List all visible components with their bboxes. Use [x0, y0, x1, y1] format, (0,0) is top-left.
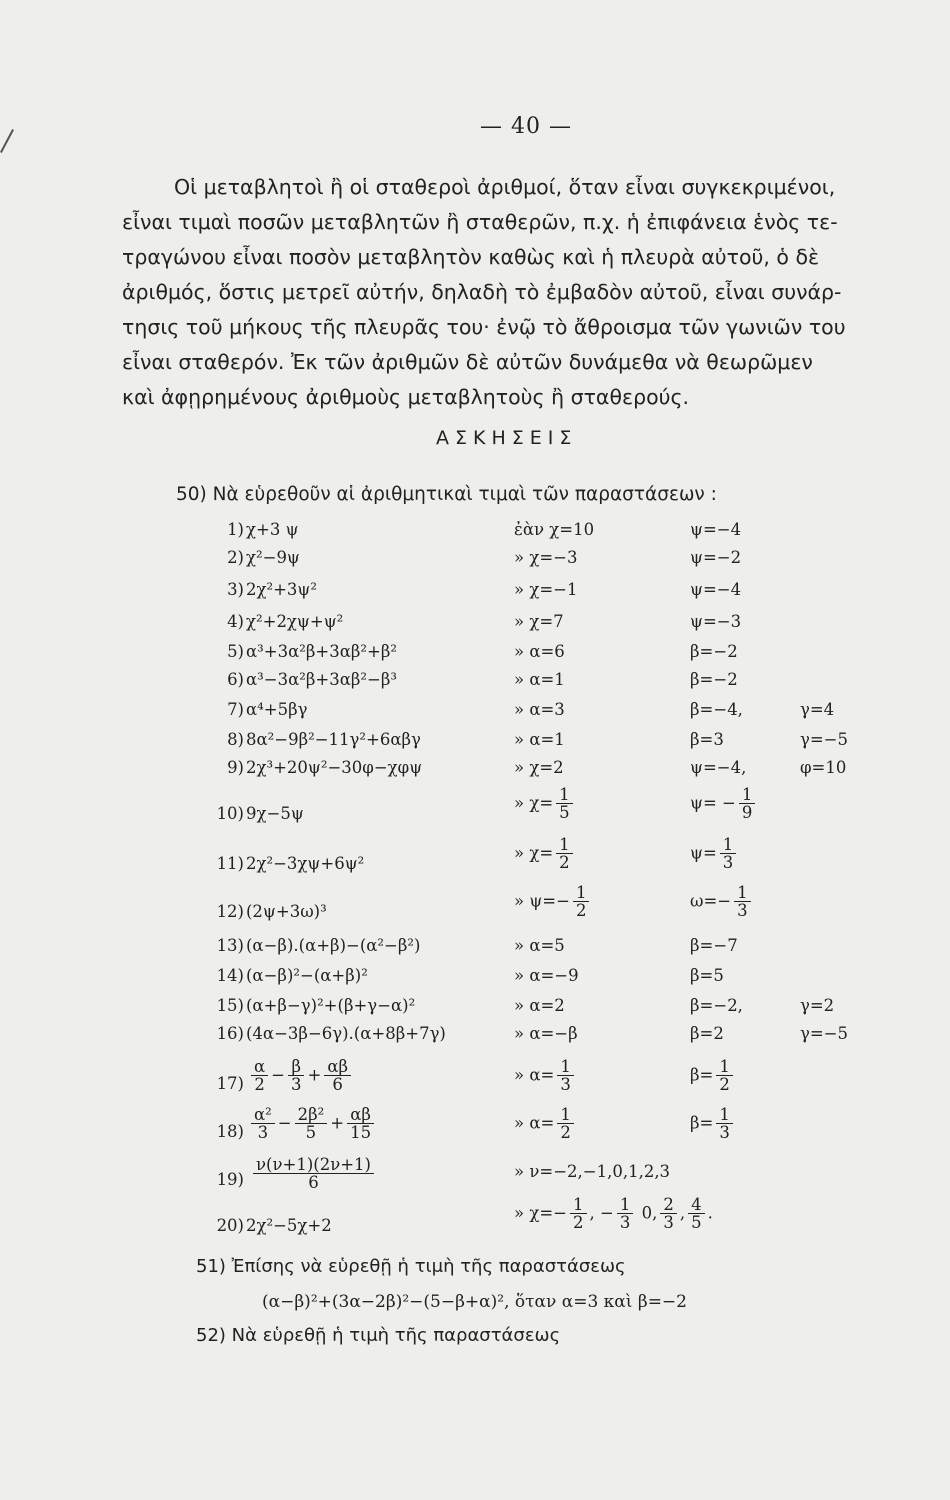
- numerator: 1: [557, 1106, 574, 1124]
- denominator: 3: [560, 1075, 571, 1095]
- exercise-value-2: β=−2: [690, 642, 738, 661]
- exercise-expression: χ²+2χψ+ψ²: [246, 612, 344, 631]
- fraction: [660, 1196, 677, 1232]
- numerator: 1: [720, 836, 737, 854]
- fraction: [570, 1196, 587, 1232]
- denominator: 2: [559, 853, 570, 873]
- exercise-value-2: ψ=−4,: [690, 758, 747, 777]
- exercise-number: 19): [216, 1170, 244, 1189]
- exercise-expression: α³+3α²β+3αβ²+β²: [246, 642, 397, 661]
- fraction: [253, 1156, 374, 1192]
- paragraph-line: Οἱ μεταβλητοὶ ἢ οἱ σταθεροὶ ἀριθμοί, ὅταν εἶναι συγκεκριμένοι,: [174, 175, 836, 199]
- fraction: [251, 1058, 268, 1094]
- numerator: 1: [557, 1058, 574, 1076]
- exercise-expression: 2χ³+20ψ²−30φ−χφψ: [246, 758, 423, 777]
- denominator: 5: [559, 803, 570, 823]
- numerator: 1: [617, 1196, 634, 1214]
- exercise-expression: α⁴+5βγ: [246, 700, 308, 719]
- exercise-value-2: β=−7: [690, 936, 738, 955]
- exercise-value-2: β=3: [690, 730, 724, 749]
- exercise-number: 18): [216, 1122, 244, 1141]
- fraction: [734, 884, 751, 920]
- exercise-value-1: » χ=−3: [514, 548, 578, 567]
- denominator: 3: [257, 1123, 269, 1143]
- numerator: 4: [688, 1196, 705, 1214]
- exercise-value-3: γ=−5: [800, 1024, 849, 1043]
- fraction: [557, 1058, 574, 1094]
- value-label: ψ=: [690, 843, 717, 863]
- exercise-value-2: ψ=−2: [690, 548, 742, 567]
- fraction: [573, 884, 590, 920]
- value-label: β=: [690, 1113, 714, 1133]
- exercise-expression: 2χ²−5χ+2: [246, 1216, 332, 1235]
- denominator: 3: [663, 1213, 674, 1233]
- value-label: ω=−: [690, 891, 732, 911]
- fraction: [556, 786, 573, 822]
- fraction: [688, 1196, 705, 1232]
- separator: ,: [679, 1203, 686, 1223]
- exercise-expression: 9χ−5ψ: [246, 804, 304, 823]
- fraction: [288, 1058, 305, 1094]
- exercise-value-2: β=2: [690, 1024, 724, 1043]
- denominator: 2: [573, 1213, 584, 1233]
- exercise-value-1: ἐὰν χ=10: [514, 520, 595, 539]
- exercise-value-2: β=−2: [690, 670, 738, 689]
- exercise-value-1: » α=2: [514, 996, 565, 1015]
- exercise-value-2: ψ=−4: [690, 520, 742, 539]
- denominator: 9: [741, 803, 753, 823]
- exercise-value-2: [690, 884, 754, 920]
- value-label: ψ= −: [690, 793, 736, 813]
- exercise-expression: [250, 1156, 377, 1192]
- numerator: 1: [573, 884, 590, 902]
- exercise-expression: (4α−3β−6γ).(α+8β+7γ): [246, 1024, 446, 1043]
- exercise-value-2: β=−2,: [690, 996, 743, 1015]
- exercise-number: 9): [227, 758, 244, 777]
- fraction: [617, 1196, 634, 1232]
- exercise-51-expression: (α−β)²+(3α−2β)²−(5−β+α)², ὅταν α=3 καὶ β=−2: [262, 1292, 687, 1312]
- exercise-value-3: γ=2: [800, 996, 835, 1015]
- exercise-value-2: ψ=−4: [690, 580, 742, 599]
- paragraph-line: εἶναι τιμαὶ ποσῶν μεταβλητῶν ἢ σταθερῶν, π.χ. ἡ ἐπιφάνεια ἑνὸς τε-: [122, 210, 838, 234]
- paragraph-line: εἶναι σταθερόν. Ἐκ τῶν ἀριθμῶν δὲ αὐτῶν δυνάμεθα νὰ θεωρῶμεν: [122, 350, 813, 374]
- exercise-value-1: » χ=7: [514, 612, 564, 631]
- exercise-expression: α³−3α²β+3αβ²−β³: [246, 670, 397, 689]
- exercise-number: 16): [216, 1024, 244, 1043]
- numerator: 1: [734, 884, 751, 902]
- value-label: » χ=: [514, 793, 554, 813]
- denominator: 6: [332, 1075, 343, 1095]
- numerator: 1: [556, 786, 573, 804]
- exercise-expression: 2χ²+3ψ²: [246, 580, 317, 599]
- exercise-number: 11): [216, 854, 244, 873]
- exercise-number: 2): [227, 548, 244, 567]
- denominator: 3: [619, 1213, 631, 1233]
- denominator: 15: [350, 1123, 372, 1143]
- denominator: 2: [254, 1075, 265, 1095]
- exercise-value-1: » α=1: [514, 730, 565, 749]
- denominator: 2: [575, 901, 587, 921]
- numerator: ν(ν+1)(2ν+1): [253, 1156, 374, 1174]
- denominator: 3: [719, 1123, 730, 1143]
- exercise-value-1: [514, 1106, 577, 1142]
- paragraph-line: καὶ ἀφῃρημένους ἀριθμοὺς μεταβλητοὺς ἢ σταθερούς.: [122, 385, 690, 409]
- exercise-number: 20): [216, 1216, 244, 1235]
- separator: .: [707, 1203, 713, 1223]
- exercise-50-intro: 50) Νὰ εὑρεθοῦν αἱ ἀριθμητικαὶ τιμαὶ τῶν παραστάσεων :: [176, 484, 717, 505]
- margin-pencil-mark: [0, 129, 14, 153]
- exercise-value-3: φ=10: [800, 758, 847, 777]
- numerator: 2: [660, 1196, 677, 1214]
- fraction: [295, 1106, 328, 1142]
- operator: +: [330, 1113, 345, 1133]
- exercise-number: 3): [227, 580, 244, 599]
- denominator: 3: [290, 1075, 302, 1095]
- paragraph-line: τησις τοῦ μήκους τῆς πλευρᾶς του· ἐνῷ τὸ ἄθροισμα τῶν γωνιῶν του: [122, 315, 846, 339]
- exercise-value-1: [514, 1058, 577, 1094]
- exercise-value-2: [690, 1106, 736, 1142]
- exercise-value-1: » χ=2: [514, 758, 564, 777]
- exercise-value-1: » α=3: [514, 700, 565, 719]
- exercise-expression: [248, 1106, 377, 1142]
- numerator: 1: [570, 1196, 587, 1214]
- exercise-number: 13): [216, 936, 244, 955]
- value-label: » α=: [514, 1113, 555, 1133]
- exercise-51-title: 51) Ἐπίσης νὰ εὑρεθῇ ἡ τιμὴ τῆς παραστάσεως: [196, 1256, 626, 1277]
- exercise-number: 14): [216, 966, 244, 985]
- numerator: 1: [556, 836, 573, 854]
- denominator: 2: [560, 1123, 571, 1143]
- exercise-value-2: β=−4,: [690, 700, 743, 719]
- exercise-expression: (α−β).(α+β)−(α²−β²): [246, 936, 421, 955]
- numerator: αβ: [324, 1058, 351, 1076]
- value-label: β=: [690, 1065, 714, 1085]
- exercise-number: 10): [216, 804, 244, 823]
- exercise-value-1: » α=5: [514, 936, 565, 955]
- exercise-number: 7): [227, 700, 244, 719]
- exercise-number: 8): [227, 730, 244, 749]
- exercise-number: 15): [216, 996, 244, 1015]
- fraction: [556, 836, 573, 872]
- exercise-value-1: [514, 786, 576, 822]
- value-label: » α=: [514, 1065, 555, 1085]
- separator: 0,: [636, 1203, 658, 1223]
- numerator: α²: [251, 1106, 275, 1124]
- fraction: [251, 1106, 275, 1142]
- denominator: 3: [722, 853, 734, 873]
- exercise-number: 5): [227, 642, 244, 661]
- exercise-value-2: ψ=−3: [690, 612, 742, 631]
- exercise-expression: χ+3 ψ: [246, 520, 299, 539]
- operator: +: [307, 1065, 322, 1085]
- exercise-value-1: » ν=−2,−1,0,1,2,3: [514, 1162, 671, 1181]
- page-number: — 40 —: [480, 114, 572, 139]
- denominator: 2: [719, 1075, 730, 1095]
- numerator: αβ: [347, 1106, 374, 1124]
- numerator: β: [288, 1058, 305, 1076]
- exercise-expression: (α−β)²−(α+β)²: [246, 966, 368, 985]
- exercise-expression: (2ψ+3ω)³: [246, 902, 327, 921]
- exercise-value-1: [514, 836, 576, 872]
- exercise-number: 1): [227, 520, 244, 539]
- denominator: 5: [305, 1123, 317, 1143]
- fraction: [739, 786, 756, 822]
- value-label: » χ=−: [514, 1203, 567, 1223]
- exercise-value-1: » χ=−1: [514, 580, 578, 599]
- exercise-value-3: γ=−5: [800, 730, 849, 749]
- exercise-number: 4): [227, 612, 244, 631]
- numerator: 1: [739, 786, 756, 804]
- exercise-expression: 2χ²−3χψ+6ψ²: [246, 854, 365, 873]
- exercise-value-1: [514, 884, 592, 920]
- exercise-number: 17): [216, 1074, 244, 1093]
- numerator: 1: [716, 1106, 733, 1124]
- exercise-value-2: β=5: [690, 966, 724, 985]
- operator: −: [271, 1065, 285, 1085]
- section-heading: ΑΣΚΗΣΕΙΣ: [436, 427, 578, 449]
- exercise-expression: (α+β−γ)²+(β+γ−α)²: [246, 996, 416, 1015]
- exercise-number: 6): [227, 670, 244, 689]
- exercise-value-2: [690, 836, 739, 872]
- exercise-value-1: » α=−β: [514, 1024, 578, 1043]
- separator: , −: [589, 1203, 614, 1223]
- fraction: [557, 1106, 574, 1142]
- operator: −: [277, 1113, 292, 1133]
- exercise-expression: 8α²−9β²−11γ²+6αβγ: [246, 730, 421, 749]
- denominator: 3: [737, 901, 748, 921]
- exercise-value-2: [690, 786, 758, 822]
- exercise-52-title: 52) Νὰ εὑρεθῇ ἡ τιμὴ τῆς παραστάσεως: [196, 1325, 561, 1346]
- value-label: » ψ=−: [514, 891, 570, 911]
- value-label: » χ=: [514, 843, 554, 863]
- exercise-value-1: [514, 1196, 713, 1232]
- intro-paragraph: [122, 170, 904, 415]
- exercise-number: 12): [216, 902, 244, 921]
- numerator: 2β²: [295, 1106, 328, 1124]
- denominator: 6: [308, 1173, 319, 1193]
- numerator: α: [251, 1058, 268, 1076]
- fraction: [347, 1106, 374, 1142]
- numerator: 1: [716, 1058, 733, 1076]
- exercise-value-1: » α=6: [514, 642, 565, 661]
- exercise-value-1: » α=1: [514, 670, 565, 689]
- paragraph-line: ἀριθμός, ὅστις μετρεῖ αὐτήν, δηλαδὴ τὸ ἐμβαδὸν αὐτοῦ, εἶναι συνάρ-: [122, 280, 842, 304]
- fraction: [716, 1058, 733, 1094]
- exercise-expression: [248, 1058, 354, 1094]
- denominator: 5: [691, 1213, 702, 1233]
- fraction: [720, 836, 737, 872]
- paragraph-line: τραγώνου εἶναι ποσὸν μεταβλητὸν καθὼς καὶ ἡ πλευρὰ αὐτοῦ, ὁ δὲ: [122, 245, 820, 269]
- fraction: [324, 1058, 351, 1094]
- fraction: [716, 1106, 733, 1142]
- exercise-value-1: » α=−9: [514, 966, 579, 985]
- exercise-expression: χ²−9ψ: [246, 548, 300, 567]
- exercise-value-2: [690, 1058, 736, 1094]
- exercise-value-3: γ=4: [800, 700, 835, 719]
